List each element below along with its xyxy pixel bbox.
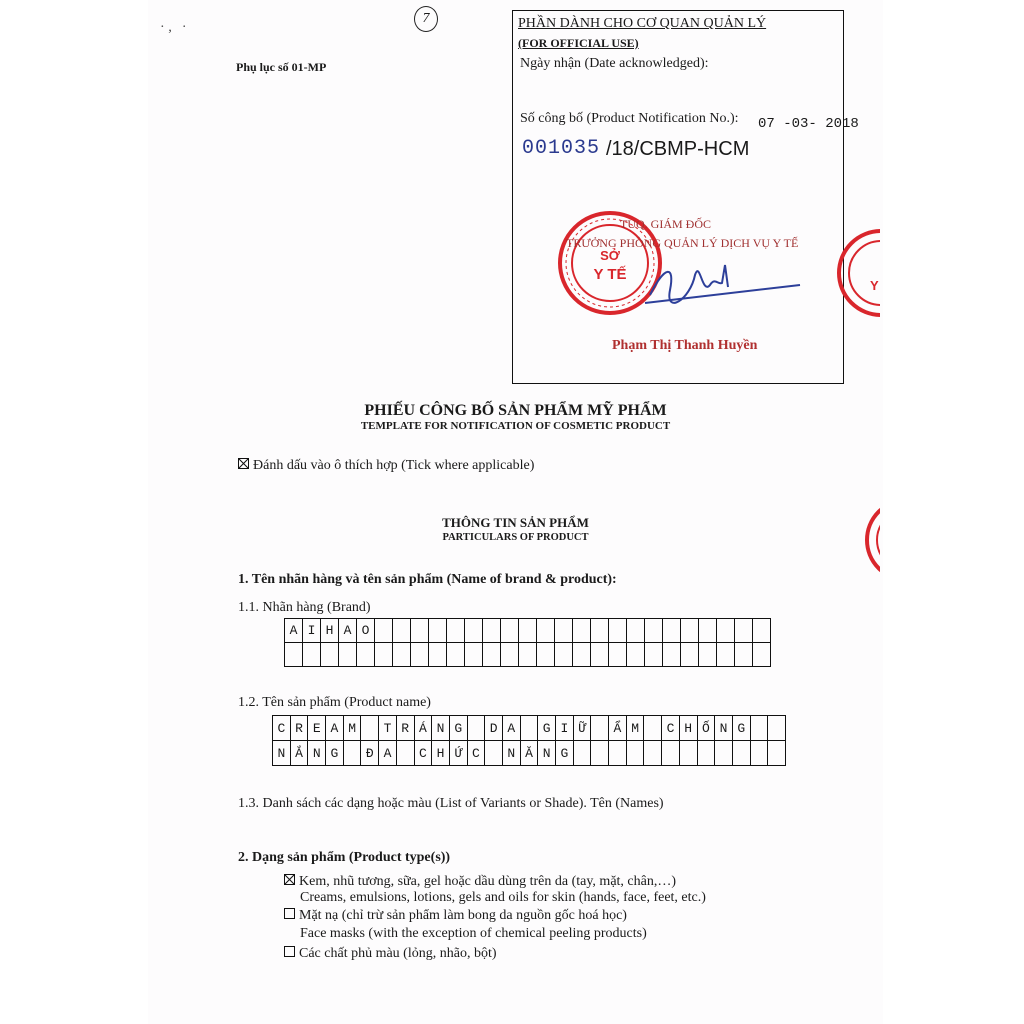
letter-cell[interactable] — [715, 741, 733, 766]
letter-cell[interactable] — [375, 619, 393, 643]
letter-cell[interactable] — [609, 619, 627, 643]
letter-cell[interactable] — [393, 619, 411, 643]
letter-cell[interactable]: N — [503, 741, 521, 766]
letter-cell[interactable] — [751, 716, 769, 741]
letter-cell[interactable] — [447, 643, 465, 667]
letter-cell[interactable] — [753, 643, 771, 667]
variants-label: 1.3. Danh sách các dạng hoặc màu (List of Variants or Shade). Tên (Names) — [238, 796, 664, 811]
letter-cell[interactable]: N — [538, 741, 556, 766]
signer-department: TRƯỞNG PHÒNG QUẢN LÝ DỊCH VỤ Y TẾ — [566, 236, 799, 250]
letter-cell[interactable] — [537, 619, 555, 643]
letter-cell[interactable] — [411, 619, 429, 643]
letter-cell[interactable] — [627, 643, 645, 667]
letter-cell[interactable] — [519, 643, 537, 667]
letter-cell[interactable] — [465, 643, 483, 667]
checked-box-icon[interactable] — [284, 874, 295, 885]
letter-cell[interactable] — [681, 643, 699, 667]
letter-cell[interactable]: G — [556, 741, 574, 766]
option-vi-text: Mặt nạ (chỉ trừ sản phẩm làm bong da nguồn gốc hoá học) — [299, 908, 627, 923]
letter-cell[interactable] — [699, 643, 717, 667]
letter-cell[interactable] — [465, 619, 483, 643]
brand-label: 1.1. Nhãn hàng (Brand) — [238, 600, 371, 615]
question-1-label: 1. Tên nhãn hàng và tên sản phẩm (Name of brand & product): — [238, 572, 617, 587]
letter-cell[interactable]: M — [344, 716, 362, 741]
date-acknowledged-label: Ngày nhận (Date acknowledged): — [520, 56, 709, 71]
signature-icon — [640, 255, 810, 315]
letter-cell[interactable] — [573, 619, 591, 643]
svg-text:Y TẾ: Y TẾ — [593, 266, 627, 283]
letter-cell[interactable] — [573, 643, 591, 667]
letter-cell[interactable] — [321, 643, 339, 667]
letter-cell[interactable] — [591, 716, 609, 741]
signer-name: Phạm Thị Thanh Huyền — [612, 338, 758, 353]
checkbox-icon[interactable] — [284, 946, 295, 957]
product-type-option-colour-coatings[interactable] — [284, 946, 497, 962]
signer-title: TUQ. GIÁM ĐỐC — [620, 217, 711, 231]
letter-cell[interactable] — [485, 741, 503, 766]
letter-cell[interactable] — [663, 643, 681, 667]
letter-cell[interactable] — [627, 619, 645, 643]
checkbox-icon[interactable] — [284, 908, 295, 919]
letter-cell[interactable]: Á — [415, 716, 433, 741]
letter-cell[interactable] — [501, 643, 519, 667]
letter-cell[interactable] — [429, 619, 447, 643]
letter-cell[interactable] — [662, 741, 680, 766]
letter-cell[interactable]: Ắ — [291, 741, 309, 766]
letter-cell[interactable]: C — [273, 716, 291, 741]
letter-cell[interactable] — [663, 619, 681, 643]
letter-cell[interactable] — [768, 741, 786, 766]
letter-cell[interactable] — [555, 619, 573, 643]
letter-cell[interactable]: Ữ — [574, 716, 592, 741]
letter-cell[interactable]: A — [379, 741, 397, 766]
product-name-label: 1.2. Tên sản phẩm (Product name) — [238, 695, 431, 710]
letter-cell[interactable]: Ẩ — [609, 716, 627, 741]
letter-cell[interactable]: R — [291, 716, 309, 741]
letter-cell[interactable] — [357, 643, 375, 667]
letter-cell[interactable] — [591, 619, 609, 643]
letter-cell[interactable]: D — [485, 716, 503, 741]
notification-number: 001035 — [522, 137, 601, 160]
notification-number-label: Số công bố (Product Notification No.): — [520, 111, 739, 126]
letter-cell[interactable]: R — [397, 716, 415, 741]
letter-cell[interactable] — [521, 716, 539, 741]
product-type-option-face-masks[interactable] — [284, 908, 627, 924]
letter-cell[interactable]: H — [432, 741, 450, 766]
letter-cell[interactable]: C — [415, 741, 433, 766]
letter-cell[interactable] — [609, 643, 627, 667]
letter-cell[interactable] — [393, 643, 411, 667]
letter-cell[interactable]: G — [326, 741, 344, 766]
letter-cell[interactable] — [717, 619, 735, 643]
letter-cell[interactable]: N — [432, 716, 450, 741]
letter-cell[interactable]: G — [733, 716, 751, 741]
letter-cell[interactable]: Đ — [361, 741, 379, 766]
option-en-text: Creams, emulsions, lotions, gels and oils for skin (hands, face, feet, etc.) — [300, 890, 706, 905]
letter-cell[interactable]: Ứ — [450, 741, 468, 766]
letter-cell[interactable] — [303, 643, 321, 667]
product-name-grid[interactable] — [272, 715, 786, 766]
letter-cell[interactable] — [698, 741, 716, 766]
letter-cell[interactable] — [501, 619, 519, 643]
scan-specks: ·‚ · — [160, 20, 190, 35]
question-2-label: 2. Dạng sản phẩm (Product type(s)) — [238, 850, 451, 865]
document-subtitle: TEMPLATE FOR NOTIFICATION OF COSMETIC PRODUCT — [360, 420, 671, 432]
letter-cell[interactable] — [680, 741, 698, 766]
particulars-heading: THÔNG TIN SẢN PHẨM — [442, 515, 589, 530]
letter-cell[interactable] — [735, 619, 753, 643]
letter-cell[interactable]: A — [326, 716, 344, 741]
letter-cell[interactable] — [644, 716, 662, 741]
letter-cell[interactable] — [644, 741, 662, 766]
notification-date: 07 -03- 2018 — [758, 116, 859, 132]
letter-cell[interactable] — [361, 716, 379, 741]
letter-cell[interactable]: N — [273, 741, 291, 766]
letter-cell[interactable] — [339, 643, 357, 667]
letter-cell[interactable]: C — [662, 716, 680, 741]
appendix-label: Phụ lục số 01-MP — [236, 60, 327, 74]
letter-cell[interactable] — [735, 643, 753, 667]
letter-cell[interactable]: N — [715, 716, 733, 741]
tick-instruction-text: Đánh dấu vào ô thích hợp (Tick where applicable) — [253, 458, 535, 473]
letter-cell[interactable] — [768, 716, 786, 741]
brand-grid[interactable] — [284, 618, 771, 667]
letter-cell[interactable]: Ă — [521, 741, 539, 766]
letter-cell[interactable] — [397, 741, 415, 766]
letter-cell[interactable]: T — [379, 716, 397, 741]
letter-cell[interactable] — [483, 619, 501, 643]
letter-cell[interactable] — [429, 643, 447, 667]
letter-cell[interactable] — [681, 619, 699, 643]
option-vi-text: Các chất phủ màu (lỏng, nhão, bột) — [299, 946, 497, 961]
letter-cell[interactable] — [627, 741, 645, 766]
checked-box-icon — [238, 458, 249, 469]
letter-cell[interactable]: O — [357, 619, 375, 643]
option-vi-text: Kem, nhũ tương, sữa, gel hoặc dầu dùng trên da (tay, mặt, chân,…) — [299, 874, 677, 889]
letter-cell[interactable]: G — [538, 716, 556, 741]
letter-cell[interactable] — [483, 643, 501, 667]
letter-cell[interactable] — [519, 619, 537, 643]
partial-stamp-icon — [836, 218, 880, 328]
letter-cell[interactable] — [753, 619, 771, 643]
letter-cell[interactable] — [645, 619, 663, 643]
letter-cell[interactable] — [285, 643, 303, 667]
letter-cell[interactable] — [609, 741, 627, 766]
letter-cell[interactable]: C — [468, 741, 486, 766]
letter-cell[interactable] — [447, 619, 465, 643]
letter-cell[interactable]: A — [503, 716, 521, 741]
letter-cell[interactable] — [699, 619, 717, 643]
letter-cell[interactable]: H — [680, 716, 698, 741]
letter-cell[interactable]: Ố — [698, 716, 716, 741]
letter-cell[interactable] — [751, 741, 769, 766]
letter-cell[interactable] — [591, 741, 609, 766]
product-type-option-creams[interactable] — [284, 874, 676, 890]
tick-instruction — [238, 458, 534, 474]
svg-text:SỞ: SỞ — [600, 248, 620, 263]
letter-cell[interactable] — [733, 741, 751, 766]
letter-cell[interactable]: M — [627, 716, 645, 741]
letter-cell[interactable] — [645, 643, 663, 667]
svg-text:Y: Y — [870, 278, 879, 293]
letter-cell[interactable] — [591, 643, 609, 667]
letter-cell[interactable] — [717, 643, 735, 667]
official-box-subtitle: (FOR OFFICIAL USE) — [518, 36, 639, 50]
letter-cell[interactable] — [574, 741, 592, 766]
letter-cell[interactable]: E — [308, 716, 326, 741]
letter-cell[interactable]: I — [556, 716, 574, 741]
letter-cell[interactable]: A — [285, 619, 303, 643]
letter-cell[interactable] — [375, 643, 393, 667]
particulars-subheading: PARTICULARS OF PRODUCT — [442, 532, 589, 543]
letter-cell[interactable] — [537, 643, 555, 667]
notification-suffix: /18/CBMP-HCM — [606, 138, 750, 160]
letter-cell[interactable] — [468, 716, 486, 741]
letter-cell[interactable]: H — [321, 619, 339, 643]
official-box-title: PHẦN DÀNH CHO CƠ QUAN QUẢN LÝ — [518, 16, 767, 31]
letter-cell[interactable] — [411, 643, 429, 667]
letter-cell[interactable] — [555, 643, 573, 667]
letter-cell[interactable]: N — [308, 741, 326, 766]
letter-cell[interactable]: A — [339, 619, 357, 643]
page-number: 7 — [414, 6, 438, 32]
letter-cell[interactable]: I — [303, 619, 321, 643]
document-title: PHIẾU CÔNG BỐ SẢN PHẨM MỸ PHẨM — [364, 402, 667, 419]
option-en-text: Face masks (with the exception of chemical peeling products) — [300, 926, 647, 941]
letter-cell[interactable]: G — [450, 716, 468, 741]
letter-cell[interactable] — [344, 741, 362, 766]
